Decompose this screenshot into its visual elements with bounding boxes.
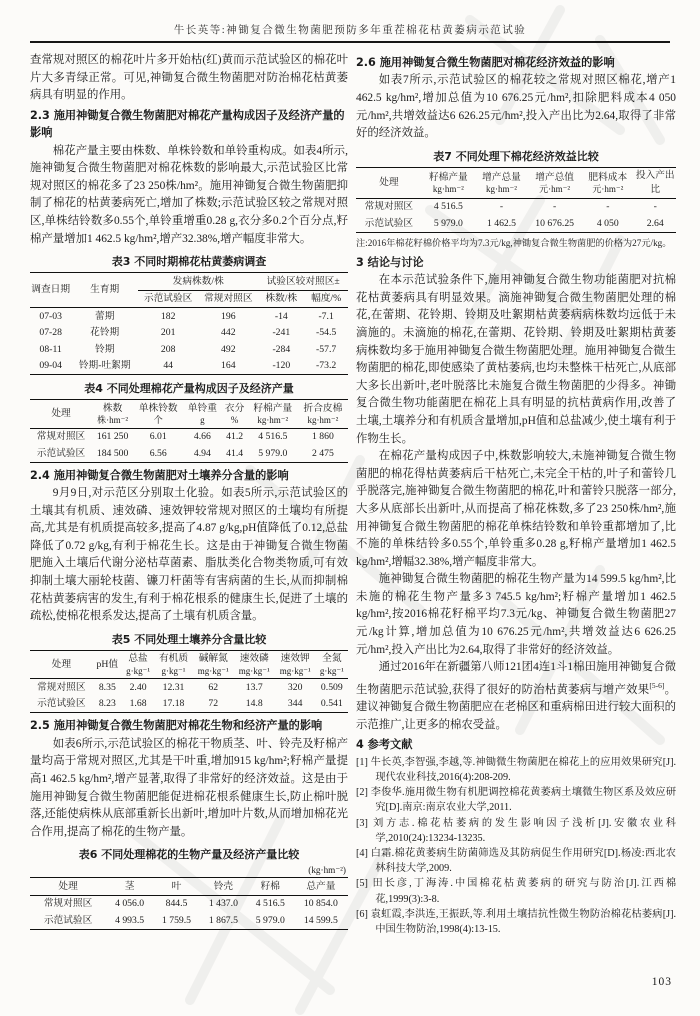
table-cell: 164: [221, 360, 236, 372]
table-cell: 09-04: [39, 360, 62, 372]
section-heading-3: 3 结论与讨论: [356, 255, 424, 269]
body-paragraph-2-5: 如表6所示,示范试验区的棉花干物质茎、叶、铃壳及籽棉产量均高于常规对照区,尤其是干叶重,增加915 kg/hm²;籽棉产量提高1 462.5 kg/hm²,增产显著,取得了非常好的经济效益。这是由于施用神锄复合微生物菌肥能促进棉花根系健康生长,防止棉叶脱落,还能使病株从底部重新长出新叶,增加叶片数,从而增加棉花光合作用,提高了棉花的生物产量。: [30, 737, 348, 838]
table-header-cell: 碱解氮 mg·kg⁻¹: [197, 653, 229, 676]
page-number: 103: [651, 976, 672, 988]
table-cell: 44: [163, 360, 173, 372]
table-row: [356, 198, 676, 215]
table-cell: 花铃期: [90, 327, 120, 339]
table-cell: 示范试验区: [364, 217, 414, 229]
table-cell: 4.66: [193, 431, 211, 443]
reference-item: [4] 白霜.棉花黄萎病生防菌筛选及其防病促生作用研究[D].杨凌:西北农林科技大学,2009.: [356, 848, 676, 875]
table-4: [30, 399, 348, 463]
table-cell: 2 475: [312, 447, 334, 459]
reference-list: [356, 755, 676, 937]
table-header-cell: 增产总量 kg·hm⁻²: [482, 171, 521, 195]
table-row: [30, 308, 348, 325]
table-cell: 示范试验区: [43, 914, 93, 926]
table-header-cell: 单株铃数 个: [138, 402, 178, 426]
body-paragraph-3-3: 施神锄复合微生物菌肥的棉花生物产量为14 599.5 kg/hm²,比未施的棉花生物产量多3 745.5 kg/hm²;籽棉产量增加1 462.5 kg/hm²,按2016棉花籽棉平均7.3元/kg、神锄复合微生物菌肥27元/kg计算,增加总值为10 676.25元/hm²,共增效益达6 626.25元/hm²,投入产出比为2.64,取得了非常好的经济效益。: [356, 573, 676, 656]
reference-item: [3] 刘方志.棉花枯萎病的发生影响因子浅析[J].安徽农业科学,2010(24):13234-13235.: [356, 817, 676, 844]
table-cell: 6.56: [149, 447, 167, 459]
table-cell: 1 867.5: [208, 914, 238, 926]
table-row: [30, 445, 348, 462]
table-header-cell: 籽棉产量 kg·hm⁻²: [253, 402, 293, 426]
table-header-cell: 肥料成本 元·hm⁻²: [588, 171, 628, 195]
table-7: [356, 167, 676, 233]
table-cell: 62: [208, 681, 219, 693]
table-header-cell: 衣分 %: [224, 402, 245, 426]
table-header-cell: 速效钾 mg·kg⁻¹: [279, 653, 311, 676]
table-cell: 17.18: [162, 698, 185, 710]
table-cell: 0.541: [320, 698, 343, 710]
table-cell: 72: [208, 698, 219, 710]
table-row: [30, 341, 348, 358]
table-row: [30, 912, 348, 929]
table-header-cell: 全氮 g·kg⁻¹: [319, 653, 344, 676]
left-column: [30, 52, 348, 934]
table-cell: 201: [160, 327, 176, 339]
table-cell: -284: [272, 343, 291, 355]
table-cell: 4 516.5: [433, 201, 463, 213]
table-6-caption: 表6 不同处理棉花的生物产量及经济产量比较: [78, 848, 300, 862]
table-cell: 8.23: [98, 698, 116, 710]
table-cell: 示范试验区: [36, 447, 86, 459]
table-cell: 844.5: [165, 898, 188, 910]
section-heading-2-4: 2.4 施用神锄复合微生物菌肥对土壤养分含量的影响: [30, 468, 289, 482]
table-header-cell: 有机质 g·kg⁻¹: [158, 653, 189, 676]
table-row: [356, 215, 676, 232]
table-cell: 14.8: [245, 698, 263, 710]
table-cell: 1.68: [129, 698, 147, 710]
body-paragraph-2-4: 9月9日,对示范区分别取土化验。如表5所示,示范试验区的土壤其有机质、速效磷、速效钾较常规对照区的土壤均有所提高,尤其是有机质提高较多,提高了4.87 g/kg,pH值降低了0.12,总盐降低了0.72 g/kg,有利于棉花生长。这是由于神锄复合微生物菌肥施入土壤后代谢分泌枯草菌素、脂肽类化合物类物质,可有效抑制土壤大丽轮枝菌、镰刀杆菌等有害病菌的生长,从而抑制棉花枯黄萎病害的发生,有利于棉花根系的健康生长,促进了土壤的疏松,使棉花根系发达,提高了土壤有机质含量。: [30, 487, 348, 623]
table-cell: -57.7: [316, 343, 337, 355]
table-cell: 344: [287, 698, 303, 710]
table-6-unit: (kg·hm⁻²): [308, 865, 346, 876]
table-header-cell: 茎: [124, 880, 135, 892]
table-3: [30, 272, 348, 375]
table-cell: 1 437.0: [208, 898, 238, 910]
table-cell: 4 050: [596, 217, 619, 229]
table-cell: -54.5: [316, 327, 337, 339]
table-header-cell: 株数/株: [265, 293, 298, 305]
table-cell: 208: [160, 343, 176, 355]
table-header-cell: 投入产出比: [635, 170, 675, 195]
table-cell: 1 860: [312, 431, 334, 443]
table-header-cell: 示范试验区: [143, 293, 193, 305]
table-cell: 示范试验区: [37, 698, 86, 710]
section-heading-2-6: 2.6 施用神锄复合微生物菌肥对棉花经济效益的影响: [356, 56, 615, 69]
table-cell: 铃期: [95, 343, 115, 355]
body-paragraph-3-2: 在棉花产量构成因子中,株数影响较大,未施神锄复合微生物菌肥的棉花得枯黄萎病后干枯死亡,未完全干枯的,叶子和蕾铃几乎脱落完,施神锄复合微生物菌肥的棉花,叶和蕾铃只脱落一部分,大多从底部长出新叶,从而提高了棉花株数,多了23 250株/hm²,施用神锄复合微生物菌肥的棉花单株结铃数和单铃重都增加了,比不施的单株结铃多0.55个,单铃重多0.28 g,籽棉产量增加1 462.5 kg/hm²,增幅32.38%,增产幅度非常大。: [356, 450, 676, 568]
table-cell: 常规对照区: [43, 898, 93, 910]
table-cell: 10 676.25: [535, 217, 574, 229]
reference-item: [6] 袁虹霞,李洪连,王振跃,等.利用土壤拮抗性微生物防治棉花枯萎病[J].中国生物防治,1998(4):13-15.: [356, 908, 677, 936]
table-cell: -14: [274, 310, 288, 322]
table-cell: 铃期-吐絮期: [78, 360, 131, 372]
table-cell: 4 516.5: [258, 431, 288, 443]
table-cell: 41.2: [226, 431, 244, 443]
table-header-cell: 单铃重 g: [187, 402, 217, 426]
table-5-caption: 表5 不同处理土壤养分含量比较: [111, 632, 267, 646]
section-heading-4: 4 参考文献: [356, 738, 413, 752]
table-header-cell: 处理: [51, 408, 71, 420]
section-heading-2-3: 2.3 施用神锄复合微生物菌肥对棉花产量构成因子及经济产量的影响: [30, 108, 345, 140]
table-header-group: 试验区较对照区±: [258, 273, 348, 291]
running-head: 牛长英等:神锄复合微生物菌肥预防多年重茬棉花枯黄萎病示范试验: [173, 25, 527, 36]
table-cell: 182: [160, 310, 176, 322]
body-paragraph-3-1: 在本示范试验条件下,施用神锄复合微生物功能菌肥对抗棉花枯黄萎病具有明显效果。滴施神锄复合微生物菌肥处理的棉花,在蕾期、花铃期、铃期及吐絮期枯黄萎病病株数均远低于未滴施的。未滴施的棉花,在蕾期、花铃期、铃期及吐絮期枯黄萎病株数均多于施用神锄复合微生物菌肥处理。施用神锄复合微生物菌肥的棉花,即使感染了黄枯萎病,也均未整株干枯死亡,从底部大多长出新叶,老叶脱落比未施复合微生物菌肥的少得多。神锄复合微生物功能菌肥在棉花上具有明显的抗枯黄病作用,改善了土壤,土壤养分和有机质含量增加,pH值和总盐减少,使土壤有利于作物生长。: [356, 274, 676, 445]
table-cell: -: [499, 201, 504, 213]
table-header-cell: 处理: [379, 177, 399, 189]
table-cell: 442: [221, 327, 236, 339]
table-cell: -241: [272, 327, 291, 339]
table-cell: 常规对照区: [36, 431, 86, 443]
reference-item: [1] 牛长英,李智强,李越,等.神锄微生物菌肥在棉花上的应用效果研究[J].现代农业科技,2016(4):208-209.: [356, 756, 677, 784]
table-cell: 320: [287, 681, 303, 693]
table-cell: -7.1: [318, 310, 334, 322]
table-row: [30, 679, 348, 696]
table-cell: 161 250: [96, 431, 129, 443]
body-paragraph-2-6: 如表7所示,示范试验区的棉花较之常规对照区棉花,增产1 462.5 kg/hm²,增加总值为10 676.25元/hm²,扣除肥料成本4 050元/hm²,共增效益达6 626.25元/hm²,投入产出比为2.64,取得了非常好的经济效益。: [356, 74, 676, 140]
table-header-cell: 叶: [171, 880, 182, 892]
table-cell: 2.40: [129, 681, 147, 693]
table-header-group: 发病株数/株: [138, 273, 258, 291]
body-paragraph-2-3: 棉花产量主要由株数、单株铃数和单铃重构成。如表4所示,施神锄复合微生物菌肥对棉花株数的影响最大,示范试验区比常规对照区的棉花多了23 250株/hm²。施用神锄复合微生物菌肥抑制了棉花的枯黄萎病死亡,增加了株数;示范试验区较之常规对照区,单株结铃数多0.55个,单铃重增重0.28 g,衣分多0.2个百分点,籽棉产量增加1 462.5 kg/hm²,增产32.38%,增产幅度非常大。: [30, 144, 348, 245]
table-row: [30, 895, 348, 912]
table-cell: 14 599.5: [303, 914, 338, 926]
table-cell: -: [653, 201, 657, 213]
table-cell: 4 516.5: [255, 898, 285, 910]
table-header-cell: 籽棉产量 kg·hm⁻²: [428, 171, 468, 195]
table-6: [30, 877, 348, 930]
table-cell: 184 500: [96, 447, 129, 459]
table-header-cell: 籽棉: [260, 880, 280, 892]
table-header-cell: 铃壳: [213, 880, 234, 892]
table-header-cell: 常规对照区: [204, 293, 253, 305]
table-cell: 4.94: [193, 447, 211, 459]
table-cell: 1 462.5: [486, 217, 517, 229]
table-header-cell: pH值: [96, 658, 119, 670]
section-heading-2-5: 2.5 施用神锄复合微生物菌肥对棉花生物和经济产量的影响: [30, 719, 323, 733]
table-header-cell: 速效磷 mg·kg⁻¹: [238, 653, 270, 676]
table-cell: 8.35: [98, 681, 116, 693]
table-cell: 5 979.0: [258, 447, 288, 459]
table-header-cell: 处理: [58, 880, 78, 892]
right-column: [356, 52, 676, 937]
table-cell: 492: [221, 343, 236, 355]
table-cell: 10 854.0: [303, 898, 338, 910]
table-cell: 5 979.0: [255, 914, 285, 926]
body-paragraph-continuation: 查常规对照区的棉花叶片多开始枯(红)黄而示范试验区的棉花叶片大多青绿正常。可见,神锄复合微生物菌肥对防治棉花枯黄萎病具有明显的作用。: [30, 54, 348, 102]
table-cell: 6.01: [149, 431, 167, 443]
table-row: [30, 325, 348, 342]
table-4-caption: 表4 不同处理棉花产量构成因子及经济产量: [84, 382, 294, 396]
table-header-cell: 幅度/%: [311, 293, 342, 305]
table-cell: 07-28: [39, 327, 62, 339]
table-header-cell: 株数 株·hm⁻²: [97, 402, 129, 426]
body-paragraph-3-4: 通过2016年在新疆第八师121团4连1斗1棉田施用神锄复合微生物菌肥示范试验,获得了很好的防治枯黄萎病与增产效果[5-6]。建议神锄复合微生物菌肥应在老棉区和重病棉田进行较大面积的示范推广,让更多的棉农受益。: [356, 661, 676, 731]
table-cell: 常规对照区: [364, 201, 414, 213]
table-cell: 08-11: [39, 343, 62, 355]
table-header-cell: 调查日期: [31, 284, 71, 296]
table-5: [30, 650, 348, 714]
header-rule: [30, 41, 670, 43]
table-cell: 蕾期: [95, 310, 115, 322]
reference-item: [2] 李俊华.施用微生物有机肥调控棉花黄萎病土壤微生物区系及效应研究[D].南京:南京农业大学,2011.: [356, 787, 677, 814]
table-header-cell: 处理: [51, 658, 72, 670]
table-3-caption: 表3 不同时期棉花枯黄萎病调查: [111, 255, 267, 269]
table-header-cell: 生育期: [90, 284, 120, 296]
table-row: [30, 428, 348, 445]
table-7-caption: 表7 不同处理下棉花经济效益比较: [433, 149, 599, 163]
table-header-cell: 增产总值 元·hm⁻²: [535, 171, 574, 195]
table-cell: 5 979.0: [433, 217, 463, 229]
table-cell: 07-03: [39, 310, 62, 322]
reference-item: [5] 田长彦,丁海涛.中国棉花枯黄萎病的研究与防治[J].江西棉花,1999(3):3-8.: [356, 878, 677, 905]
table-cell: 13.7: [245, 681, 263, 693]
table-row: [30, 358, 348, 375]
table-cell: 1 759.5: [161, 914, 192, 926]
table-cell: 4 056.0: [115, 898, 145, 910]
table-cell: 41.4: [226, 447, 244, 459]
table-cell: 2.64: [646, 217, 664, 229]
table-cell: 12.31: [162, 681, 185, 693]
table-7-note: 注:2016年棉花籽棉价格平均为7.3元/kg,神锄复合微生物菌肥的价格为27元/kg。: [356, 237, 672, 248]
table-cell: 常规对照区: [37, 681, 86, 693]
table-cell: -73.2: [316, 360, 337, 372]
table-cell: 196: [221, 310, 236, 322]
table-cell: 4 993.5: [115, 914, 145, 926]
table-row: [30, 696, 348, 713]
table-cell: -: [553, 201, 557, 213]
citation-superscript: [5-6]: [649, 680, 665, 690]
table-cell: 0.509: [320, 681, 343, 693]
table-header-cell: 总产量: [306, 880, 336, 892]
table-cell: -: [606, 201, 610, 213]
table-header-cell: 总盐 g·kg⁻¹: [126, 653, 151, 676]
table-header-cell: 折合皮棉 kg·hm⁻²: [303, 402, 343, 426]
table-cell: -120: [272, 360, 291, 372]
